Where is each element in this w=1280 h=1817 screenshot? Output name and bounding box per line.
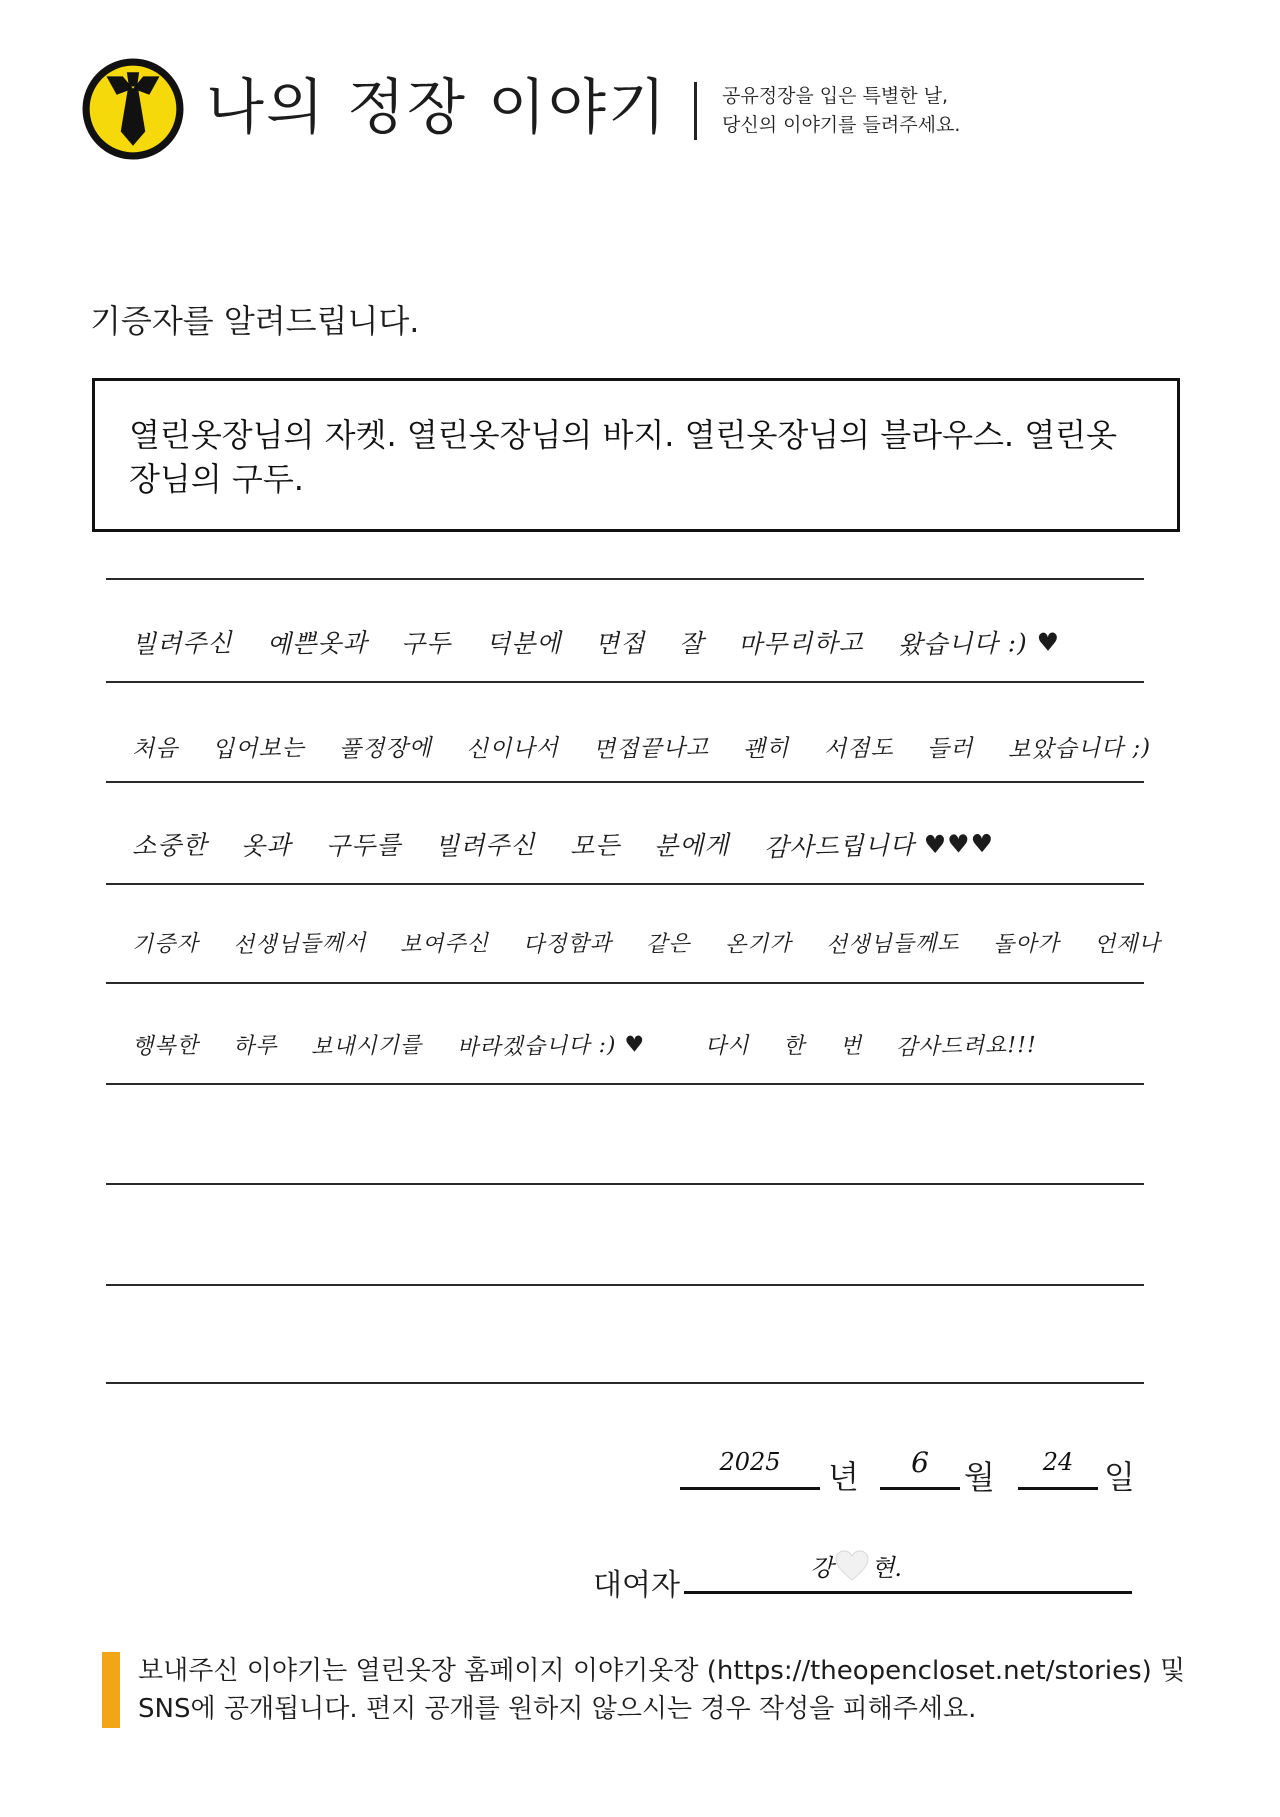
handwritten-word: 분에게 [653,830,730,861]
renter-signature [810,1548,902,1583]
handwritten-word: 감사드려요!!! [895,1032,1037,1060]
ruled-line [106,681,1144,683]
date-row [680,1440,1160,1500]
handwritten-word: 기증자 [131,930,200,958]
letter-line-1 [132,612,1152,672]
handwritten-word: 보내시기를 [311,1032,423,1060]
handwritten-word: 모든 [569,830,621,861]
handwritten-word: 괜히 [742,735,790,762]
handwritten-word: 돌아가 [992,930,1061,958]
notice-accent-bar [102,1652,120,1728]
day-field-line [1018,1487,1098,1490]
white-heart-icon [835,1550,869,1582]
handwritten-word: 면접 [594,628,646,659]
ruled-line [106,1382,1144,1384]
handwritten-word: 다정함과 [523,930,613,958]
ruled-line [106,1083,1144,1085]
ruled-line [106,578,1144,580]
month-unit: 월 [964,1458,995,1496]
day-value: 24 [1042,1448,1074,1476]
handwritten-word: 빌려주신 [434,830,537,861]
ruled-line [106,781,1144,783]
year-unit: 년 [828,1458,859,1496]
letter-line-5 [132,1014,1152,1074]
donor-heading: 기증자를 알려드립니다. [90,302,420,340]
notice-line-2: SNS에 공개됩니다. 편지 공개를 원하지 않으시는 경우 작성을 피해주세요. [138,1694,977,1724]
handwritten-word: 빌려주신 [131,628,233,659]
handwritten-word: 면접끝나고 [592,734,710,763]
yellow-circle-tie-logo-icon [82,58,184,160]
subtitle-line-2: 당신의 이야기를 들려주세요. [722,114,961,136]
handwritten-word: 서점도 [823,734,894,763]
handwritten-word: 구두를 [325,830,402,861]
handwritten-word: 선생님들께도 [825,930,960,958]
handwritten-word: 바라겠습니다 :) ♥ [456,1031,646,1061]
privacy-notice [138,1652,1198,1728]
handwritten-word: 언제나 [1093,930,1161,958]
handwritten-word: 한 [783,1033,806,1059]
handwritten-word: 잘 [679,628,705,659]
donor-text: 열린옷장님의 자켓. 열린옷장님의 바지. 열린옷장님의 블라우스. 열린옷장님의 구두. [129,416,1117,498]
handwritten-word: 같은 [646,931,692,957]
renter-label: 대여자 [593,1568,680,1603]
signature-start: 강 [810,1554,834,1582]
handwritten-word: 선생님들께서 [232,930,367,958]
handwritten-word: 감사드립니다 ♥♥♥ [763,828,994,863]
signature-end: 현. [871,1554,903,1582]
day-unit: 일 [1104,1458,1135,1496]
handwritten-word: 마무리하고 [738,627,865,660]
handwritten-word: 보았습니다 ;) [1007,734,1152,763]
year-value: 2025 [719,1448,781,1476]
handwritten-word: 행복한 [131,1032,200,1060]
handwritten-word: 들러 [927,735,974,762]
ruled-line [106,1183,1144,1185]
handwritten-word: 다시 [704,1033,750,1059]
handwritten-word: 왔습니다 :) ♥ [898,627,1061,660]
subtitle [722,82,960,140]
month-field-line [880,1487,960,1490]
month-value: 6 [911,1446,929,1479]
donor-box [92,378,1180,532]
title-divider [694,82,697,140]
handwritten-word: 보여주신 [400,930,490,958]
ruled-line [106,883,1144,885]
notice-line-1: 보내주신 이야기는 열린옷장 홈페이지 이야기옷장 (https://theopencloset.net/stories) 및 [138,1656,1186,1686]
ruled-line [106,1284,1144,1286]
handwritten-word: 구두 [400,628,452,659]
letter-line-4 [131,912,1161,972]
handwritten-word: 번 [839,1033,863,1059]
handwritten-word: 예쁜옷과 [266,628,368,659]
handwritten-word: 온기가 [724,930,792,958]
letter-line-3 [132,814,1152,874]
handwritten-word: 소중한 [131,830,208,861]
handwritten-word: 옷과 [241,830,293,861]
handwritten-word: 처음 [131,735,179,762]
handwritten-word: 덕분에 [485,628,562,659]
subtitle-line-1: 공유정장을 입은 특별한 날, [722,85,949,107]
ruled-line [106,982,1144,984]
renter-signature-line [684,1591,1132,1594]
handwritten-word: 입어보는 [212,734,306,763]
handwritten-word: 신이나서 [466,734,560,763]
letter-line-2 [132,716,1152,776]
handwritten-word: 하루 [232,1033,278,1059]
handwritten-word: 풀정장에 [339,734,433,763]
page-title: 나의 정장 이야기 [206,73,668,143]
year-field-line [680,1487,820,1490]
